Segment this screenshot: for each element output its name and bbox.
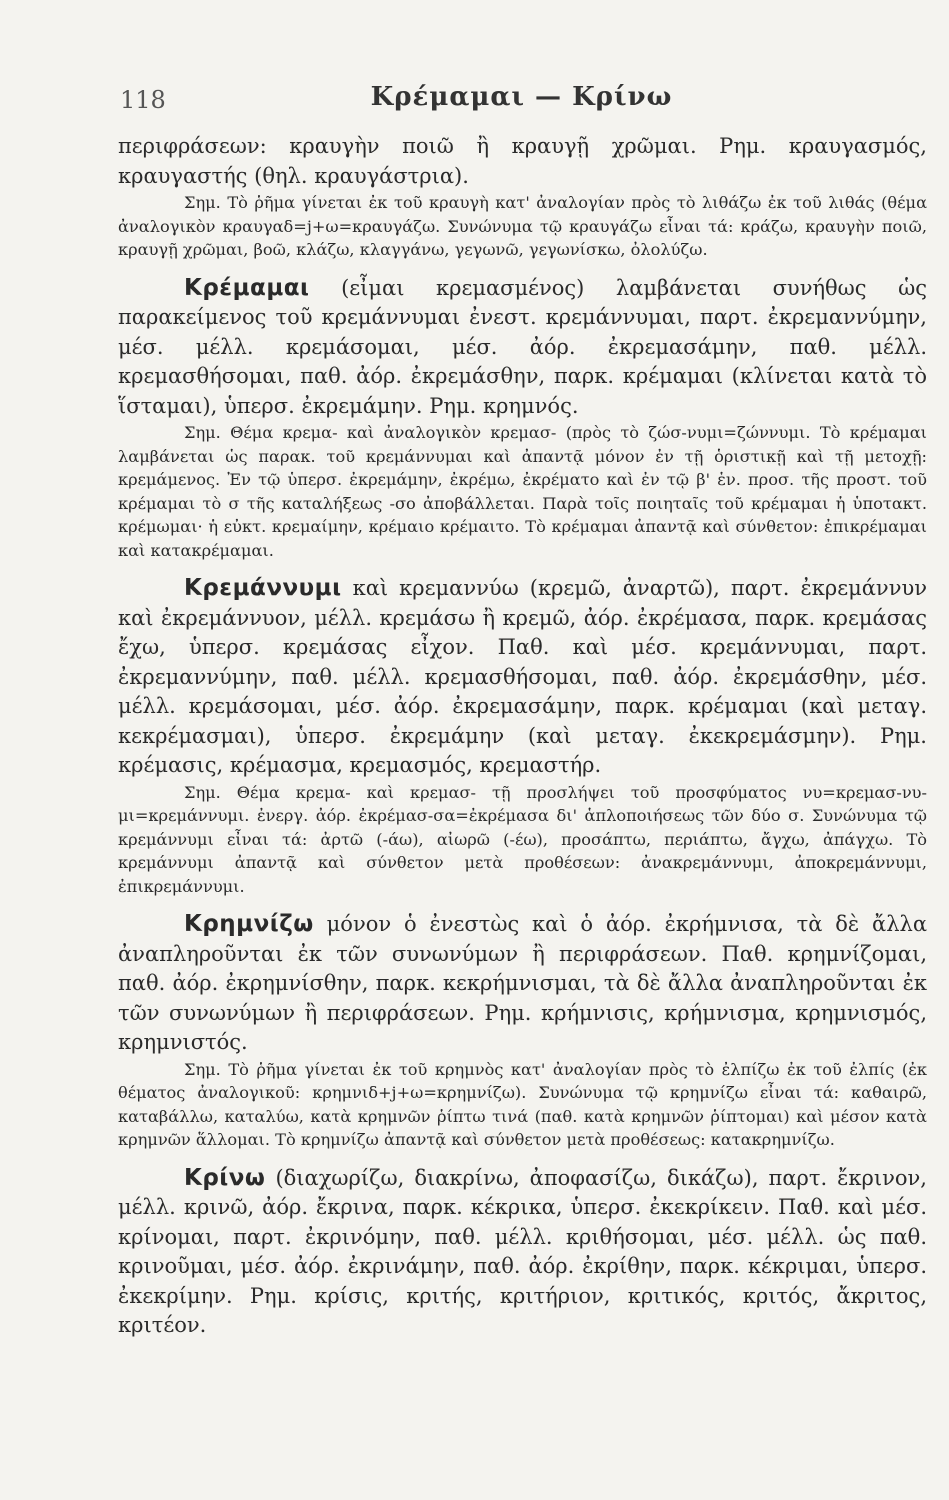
entry-text xyxy=(118,910,927,1058)
page-header xyxy=(118,82,925,116)
entry-note xyxy=(118,421,927,562)
entry-note xyxy=(118,191,927,262)
entry-continuation xyxy=(118,132,927,262)
entry-note-text: Σημ. Θέμα κρεμα- καὶ ἀναλογικὸν κρεμασ- (πρὸς τὸ ζώσ-νυμι=ζώννυμι. Τὸ κρέμαμαι λαμβάνεται ὡς παρακ. τοῦ κρεμάννυμαι καὶ ἀπαντᾷ μόνον ἐν τῇ ὁριστικῇ καὶ τῇ μετοχῇ: κρεμάμενος. Ἐν τῷ ὑπερσ. ἐκρεμάμην, ἐκρέμω, ἐκρέματο καὶ ἐν τῷ β' ἑν. προσ. τῆς προστ. τοῦ κρέμαμαι τὸ σ τῆς καταλήξεως -σο ἀποβάλλεται. Παρὰ τοῖς ποιηταῖς τοῦ κρέμαμαι ἡ ὑποτακτ. κρέμωμαι· ἡ εὐκτ. κρεμαίμην, κρέμαιο κρέμαιτο. Τὸ κρέμαμαι ἀπαντᾷ καὶ σύνθετον: ἐπικρέμαμαι καὶ κατακρέμαμαι. xyxy=(118,423,927,560)
entry-body: (διαχωρίζω, διακρίνω, ἀποφασίζω, δικάζω), παρτ. ἔκρινον, μέλλ. κρινῶ, ἀόρ. ἔκρινα, παρκ. κέκρικα, ὑπερσ. ἐκεκρίκειν. Παθ. καὶ μέσ. κρίνομαι, παρτ. ἐκρινόμην, παθ. μέλλ. κριθήσομαι, μέσ. μέλλ. ὡς παθ. κρινοῦμαι, μέσ. ἀόρ. ἐκρινάμην, παθ. ἀόρ. ἐκρίθην, παρκ. κέκριμαι, ὑπερσ. ἐκεκρίμην. Ρημ. κρίσις, κριτής, κριτήριον, κριτικός, κριτός, ἄκριτος, κριτέον. xyxy=(118,1165,927,1337)
entry-body: μόνον ὁ ἐνεστὼς καὶ ὁ ἀόρ. ἐκρήμνισα, τὰ δὲ ἄλλα ἀναπληροῦνται ἐκ τῶν συνωνύμων ἢ περιφράσεων. Παθ. κρημνίζομαι, παθ. ἀόρ. ἐκρημνίσθην, παρκ. κεκρήμνισμαι, τὰ δὲ ἄλλα ἀναπληροῦνται ἐκ τῶν συνωνύμων ἢ περιφράσεων. Ρημ. κρήμνισις, κρήμνισμα, κρημνισμός, κρημνιστός. xyxy=(118,912,927,1054)
entry-text xyxy=(118,274,927,422)
entry-text xyxy=(118,1164,927,1341)
entry-body: καὶ κρεμαννύω (κρεμῶ, ἀναρτῶ), παρτ. ἐκρεμάννυν καὶ ἐκρεμάννυον, μέλλ. κρεμάσω ἢ κρεμῶ, ἀόρ. ἐκρέμασα, παρκ. κρεμάσας ἔχω, ὑπερσ. κρεμάσας εἶχον. Παθ. καὶ μέσ. κρεμάννυμαι, παρτ. ἐκρεμαννύμην, παθ. μέλλ. κρεμασθήσομαι, παθ. ἀόρ. ἐκρεμάσθην, μέσ. μέλλ. κρεμάσομαι, μέσ. ἀόρ. ἐκρεμασάμην, παρκ. κρέμαμαι (καὶ μεταγ. κεκρέμασμαι), ὑπερσ. ἐκρεμάμην (καὶ μεταγ. ἐκεκρεμάσμην). Ρημ. κρέμασις, κρέμασμα, κρεμασμός, κρεμαστήρ. xyxy=(118,576,927,777)
entry-text: περιφράσεων: κραυγὴν ποιῶ ἢ κραυγῇ χρῶμαι. Ρημ. κραυγασμός, κραυγαστής (θηλ. κραυγάστρια). xyxy=(118,134,927,188)
entry-kremannymi xyxy=(118,574,927,898)
running-head: Κρέμαμαι — Κρίνω xyxy=(370,82,673,112)
entry-note xyxy=(118,1058,927,1152)
entry-lemma: Κρεμάννυμι xyxy=(184,575,342,601)
page-number: 118 xyxy=(120,86,166,114)
entry-lemma: Κρέμαμαι xyxy=(184,274,310,301)
entry-body: (εἶμαι κρεμασμένος) λαμβάνεται συνήθως ὡς παρακείμενος τοῦ κρεμάννυμαι ἐνεστ. κρεμάννυμαι, παρτ. ἐκρεμαννύμην, μέσ. μέλλ. κρεμάσομαι, μέσ. ἀόρ. ἐκρεμασάμην, παθ. μέλλ. κρεμασθήσομαι, παθ. ἀόρ. ἐκρεμάσθην, παρκ. κρέμαμαι (κλίνεται κατὰ τὸ ἵσταμαι), ὑπερσ. ἐκρεμάμην. Ρημ. κρημνός. xyxy=(118,275,927,418)
page-body xyxy=(118,132,927,1341)
entry-kremnizo xyxy=(118,910,927,1152)
entry-lemma: Κρίνω xyxy=(184,1164,266,1191)
entry-note xyxy=(118,781,927,899)
entry-note-text: Σημ. Τὸ ῥῆμα γίνεται ἐκ τοῦ κραυγὴ κατ' ἀναλογίαν πρὸς τὸ λιθάζω ἐκ τοῦ λιθάς (θέμα ἀναλογικὸν κραυγαδ=j+ω=κραυγάζω. Συνώνυμα τῷ κραυγάζω εἶναι τά: κράζω, κραυγὴν ποιῶ, κραυγῇ χρῶμαι, βοῶ, κλάζω, κλαγγάνω, γεγωνῶ, γεγωνίσκω, ὀλολύζω. xyxy=(118,193,927,259)
entry-lemma: Κρημνίζω xyxy=(184,911,314,937)
entry-note-text: Σημ. Τὸ ῥῆμα γίνεται ἐκ τοῦ κρημνὸς κατ' ἀναλογίαν πρὸς τὸ ἐλπίζω ἐκ τοῦ ἐλπίς (ἐκ θέματος ἀναλογικοῦ: κρημνιδ+j+ω=κρημνίζω). Συνώνυμα τῷ κρημνίζω εἶναι τά: καθαιρῶ, καταβάλλω, καταλύω, κατὰ κρημνῶν ῥίπτω τινά (παθ. κατὰ κρημνῶν ῥίπτομαι) καὶ μέσον κατὰ κρημνῶν ἅλλομαι. Τὸ κρημνίζω ἀπαντᾷ καὶ σύνθετον μετὰ προθέσεως: κατακρημνίζω. xyxy=(118,1059,927,1149)
entry-note-text: Σημ. Θέμα κρεμα- καὶ κρεμασ- τῇ προσλήψει τοῦ προσφύματος νυ=κρεμασ-νυ-μι=κρεμάννυμι. ἐνεργ. ἀόρ. ἐκρέμασ-σα=ἐκρέμασα δι' ἁπλοποιήσεως τῶν δύο σ. Συνώνυμα τῷ κρεμάννυμι εἶναι τά: ἀρτῶ (-άω), αἰωρῶ (-έω), προσάπτω, περιάπτω, ἄγχω, ἀπάγχω. Τὸ κρεμάννυμι ἀπαντᾷ καὶ σύνθετον μετὰ προθέσεων: ἀνακρεμάννυμι, ἀποκρεμάννυμι, ἐπικρεμάννυμι. xyxy=(118,782,927,896)
entry-kremamai xyxy=(118,274,927,563)
entry-text xyxy=(118,574,927,781)
entry-krino xyxy=(118,1164,927,1341)
